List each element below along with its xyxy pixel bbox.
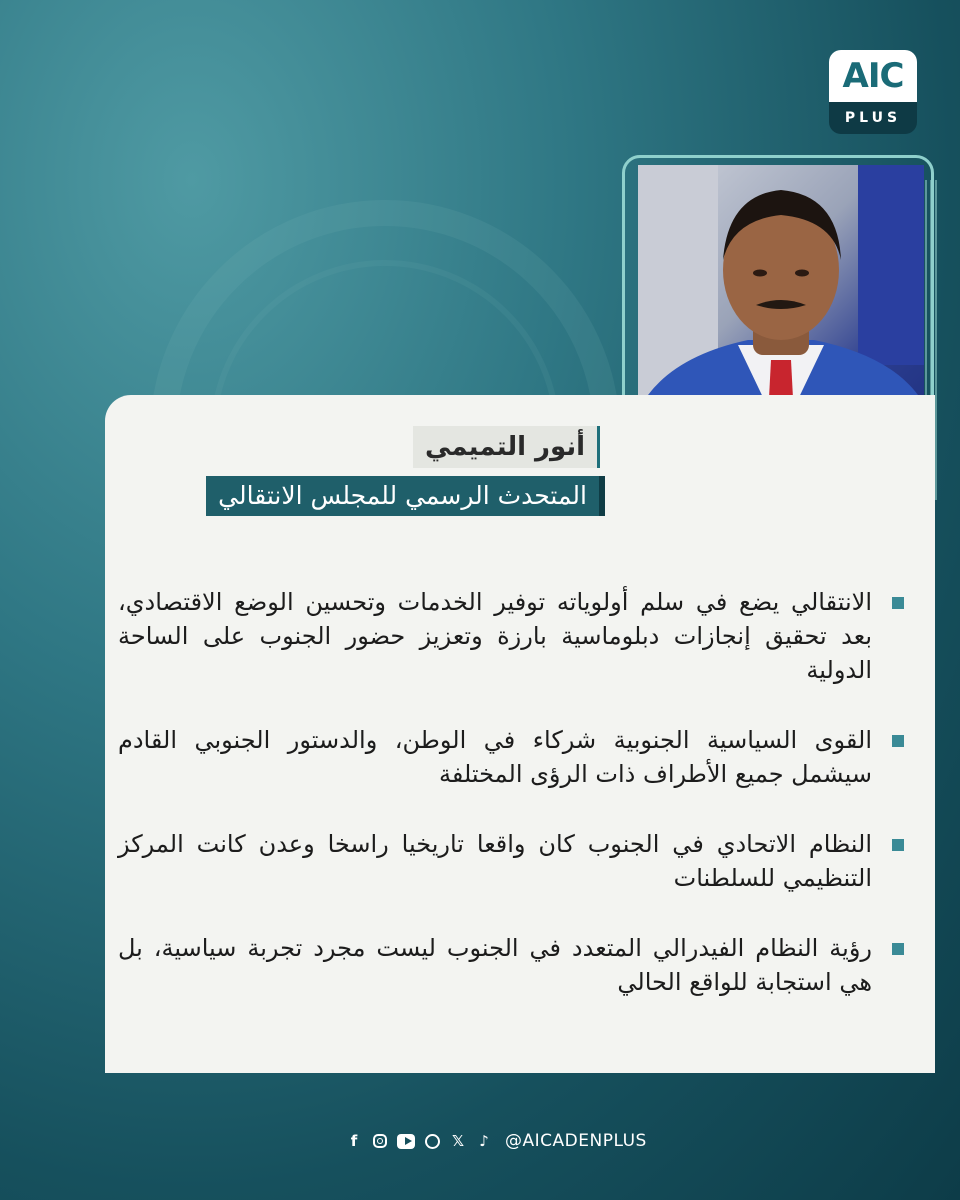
- social-footer: [345, 1128, 647, 1154]
- whatsapp-icon[interactable]: [423, 1132, 441, 1150]
- quote-text: القوى السياسية الجنوبية شركاء في الوطن، والدستور الجنوبي القادم سيشمل جميع الأطراف ذات الرؤى المختلفة: [118, 726, 872, 788]
- speaker-title: المتحدث الرسمي للمجلس الانتقالي: [206, 476, 605, 516]
- speaker-name: أنور التميمي: [413, 426, 600, 468]
- social-handle[interactable]: @AICADENPLUS: [505, 1131, 647, 1151]
- list-item: [118, 723, 908, 791]
- quotes-list: [118, 585, 908, 1035]
- youtube-icon[interactable]: [397, 1132, 415, 1150]
- facebook-icon[interactable]: f: [350, 1132, 358, 1150]
- list-item: [118, 827, 908, 895]
- tiktok-icon[interactable]: ♪: [479, 1132, 489, 1150]
- quote-text: الانتقالي يضع في سلم أولوياته توفير الخدمات وتحسين الوضع الاقتصادي، بعد تحقيق إنجازات دبلوماسية بارزة وتعزيز حضور الجنوب على الساحة الدولية: [118, 588, 872, 684]
- quote-text: رؤية النظام الفيدرالي المتعدد في الجنوب ليست مجرد تجربة سياسية، بل هي استجابة للواقع الحالي: [118, 934, 872, 996]
- list-item: [118, 931, 908, 999]
- instagram-icon[interactable]: [371, 1132, 389, 1150]
- quote-text: النظام الاتحادي في الجنوب كان واقعا تاريخيا راسخا وعدن كانت المركز التنظيمي للسلطنات: [118, 830, 872, 892]
- bullet-square-icon: [892, 735, 904, 747]
- bullet-square-icon: [892, 597, 904, 609]
- list-item: [118, 585, 908, 687]
- aic-plus-logo: [829, 50, 917, 134]
- logo-text: AIC: [842, 56, 904, 96]
- bullet-square-icon: [892, 839, 904, 851]
- bullet-square-icon: [892, 943, 904, 955]
- x-icon[interactable]: 𝕏: [451, 1132, 465, 1150]
- logo-subtext: PLUS: [844, 110, 902, 126]
